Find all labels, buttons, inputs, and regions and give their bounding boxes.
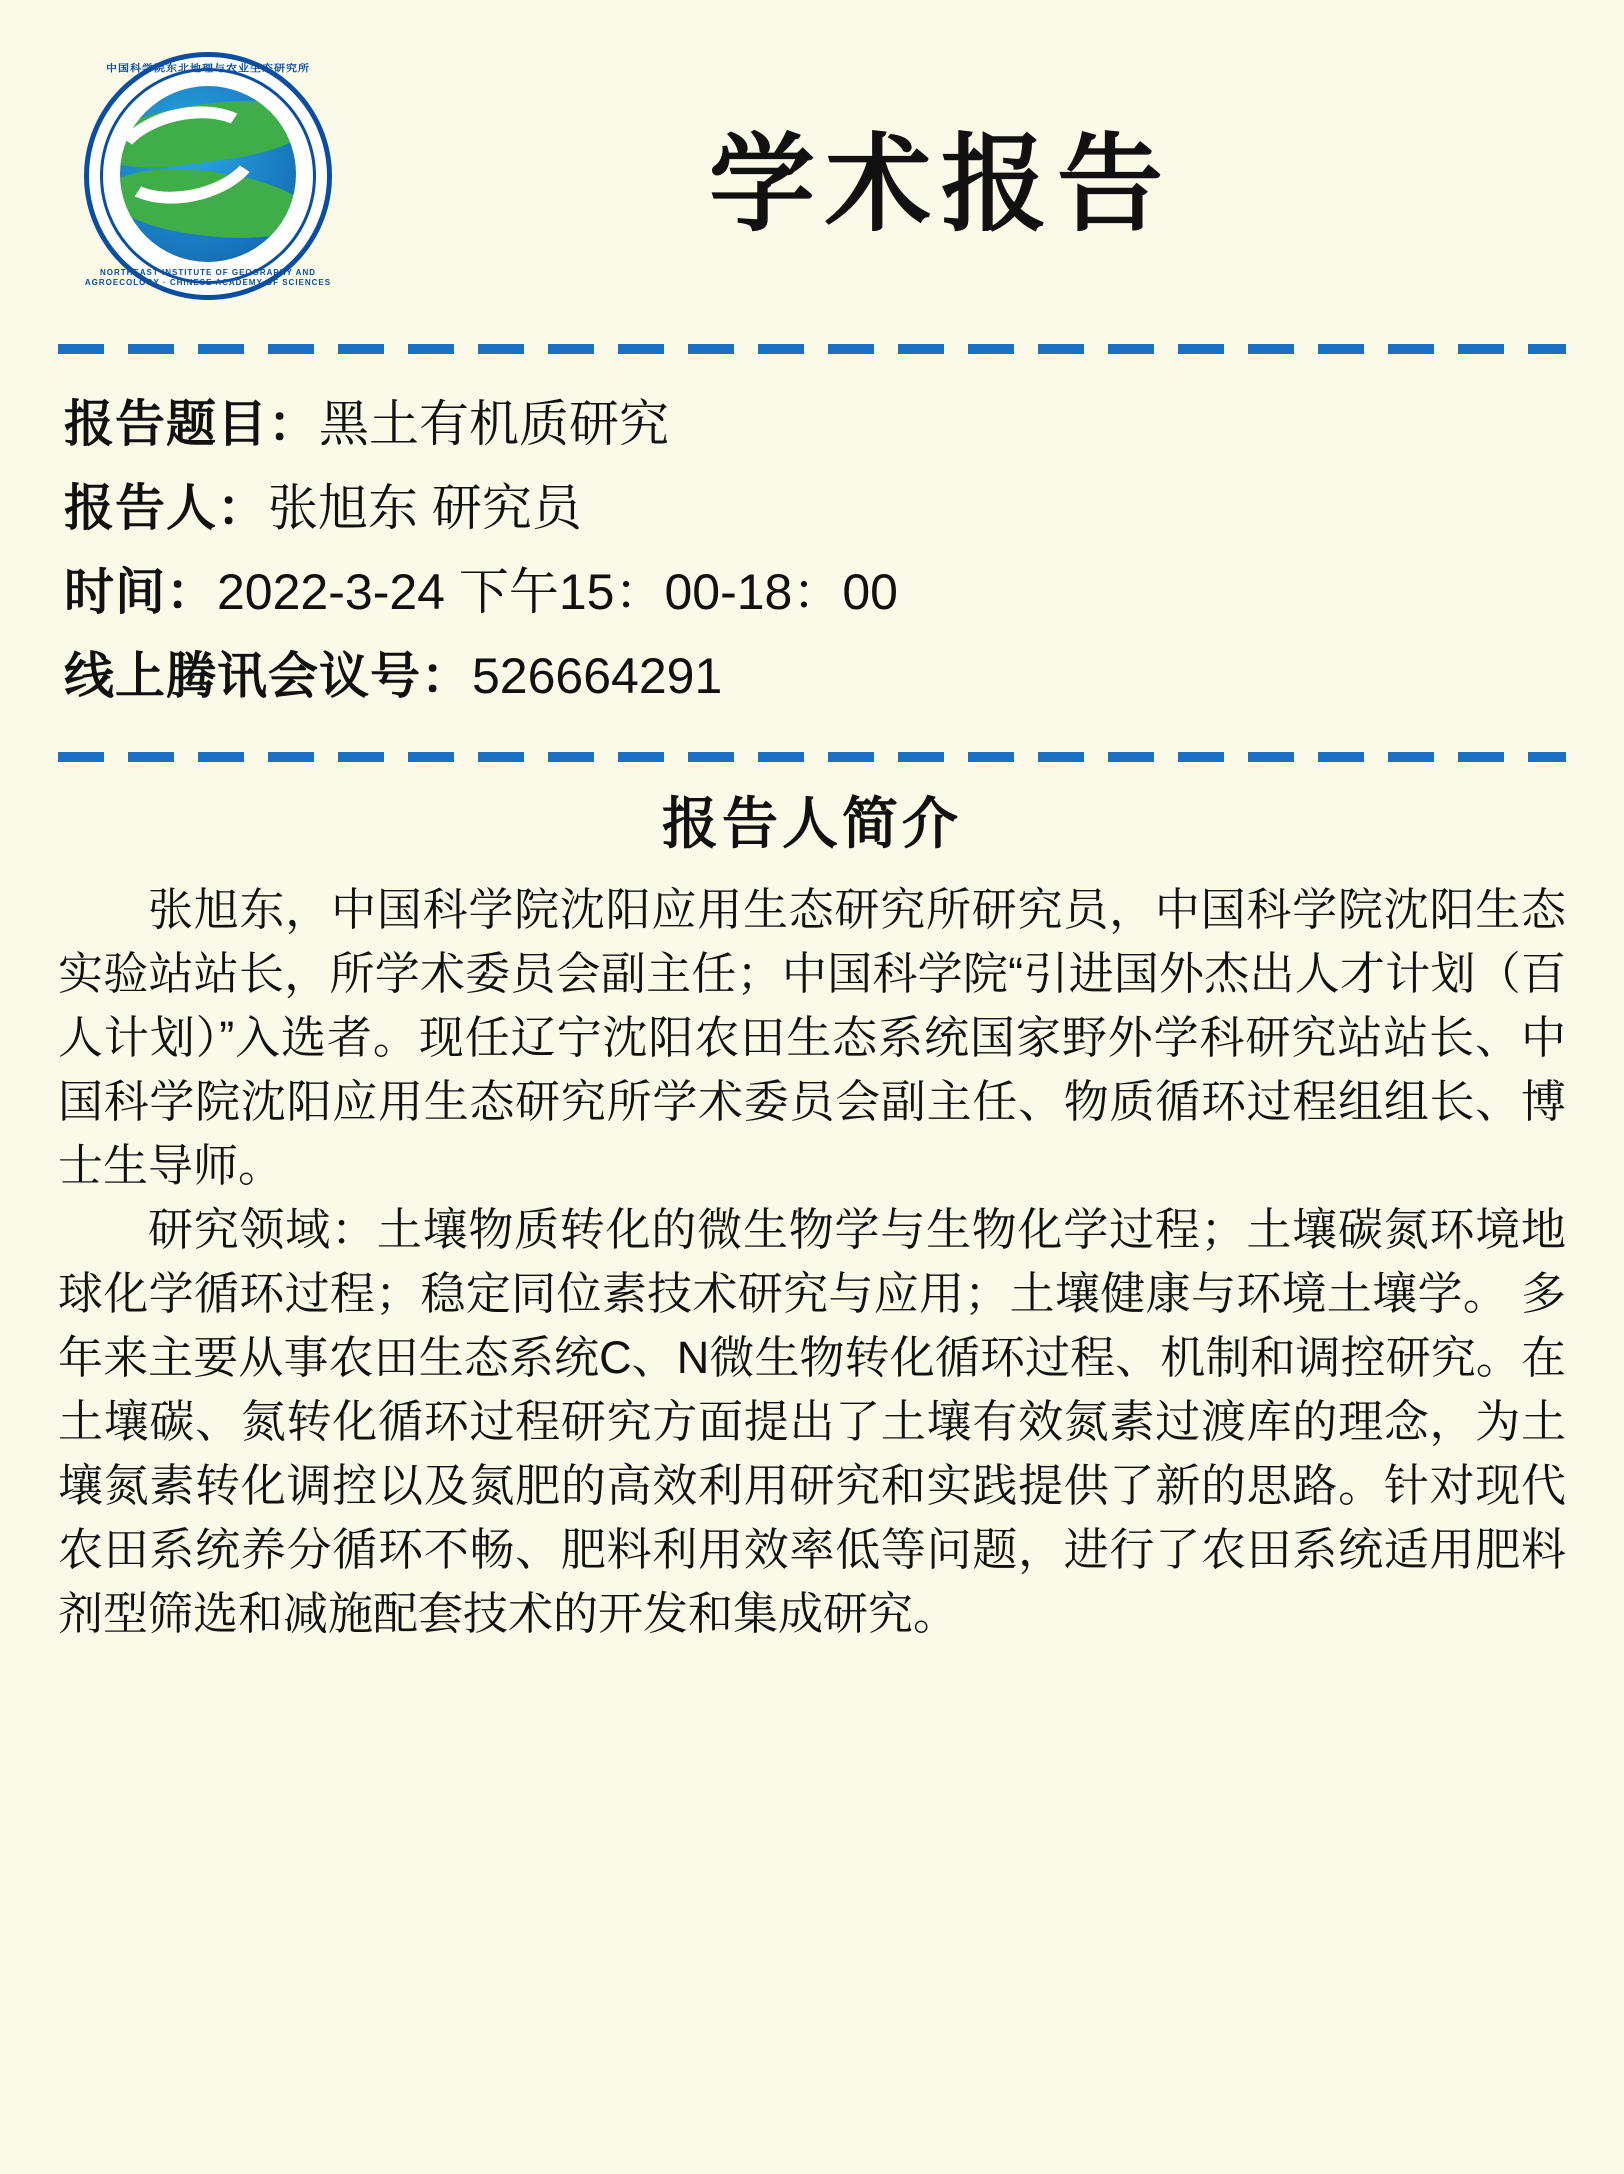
info-value-meeting-id: 526664291 <box>472 648 723 704</box>
logo-text-en: NORTHEAST INSTITUTE OF GEOGRAPHY AND AGROECOLOGY · CHINESE ACADEMY OF SCIENCES <box>84 268 332 287</box>
info-label-time: 时间： <box>64 564 217 620</box>
info-label-title: 报告题目： <box>64 396 319 452</box>
info-value-title: 黑土有机质研究 <box>319 396 669 452</box>
divider-top <box>58 344 1566 354</box>
poster-header <box>52 26 1572 326</box>
bio-heading: 报告人简介 <box>662 792 962 855</box>
info-row-title <box>64 382 1564 466</box>
info-row-speaker <box>64 466 1564 550</box>
bio-paragraph-2: 研究领域：土壤物质转化的微生物学与生物化学过程；土壤碳氮环境地球化学循环过程；稳定同位素技术研究与应用；土壤健康与环境土壤学。 多年来主要从事农田生态系统C、N微生物转化循环过程、机制和调控研究。在土壤碳、氮转化循环过程研究方面提出了土壤有效氮素过渡库的理念，为土壤氮素转化调控以及氮肥的高效利用研究和实践提供了新的思路。针对现代农田系统养分循环不畅、肥料利用效率低等问题，进行了农田系统适用肥料剂型筛选和减施配套技术的开发和集成研究。 <box>58 1204 1566 1639</box>
info-label-meeting-id: 线上腾讯会议号： <box>64 648 472 704</box>
speaker-bio <box>52 780 1572 1646</box>
info-value-speaker: 张旭东 研究员 <box>268 480 582 536</box>
logo-text-cn: 中国科学院东北地理与农业生态研究所 <box>106 63 310 75</box>
info-row-time <box>64 550 1564 634</box>
info-label-speaker: 报告人： <box>64 480 268 536</box>
talk-info <box>52 368 1572 724</box>
institute-logo <box>66 49 350 304</box>
divider-bottom <box>58 752 1566 762</box>
page-title: 学术报告 <box>709 123 1173 246</box>
info-row-meeting-id <box>64 634 1564 718</box>
info-value-time: 2022-3-24 下午15：00-18：00 <box>217 564 898 620</box>
bio-paragraph-1: 张旭东，中国科学院沈阳应用生态研究所研究员，中国科学院沈阳生态实验站站长，所学术委员会副主任；中国科学院“引进国外杰出人才计划（百人计划）”入选者。现任辽宁沈阳农田生态系统国家野外学科研究站站长、中国科学院沈阳应用生态研究所学术委员会副主任、物质循环过程组组长、博士生导师。 <box>58 884 1566 1191</box>
